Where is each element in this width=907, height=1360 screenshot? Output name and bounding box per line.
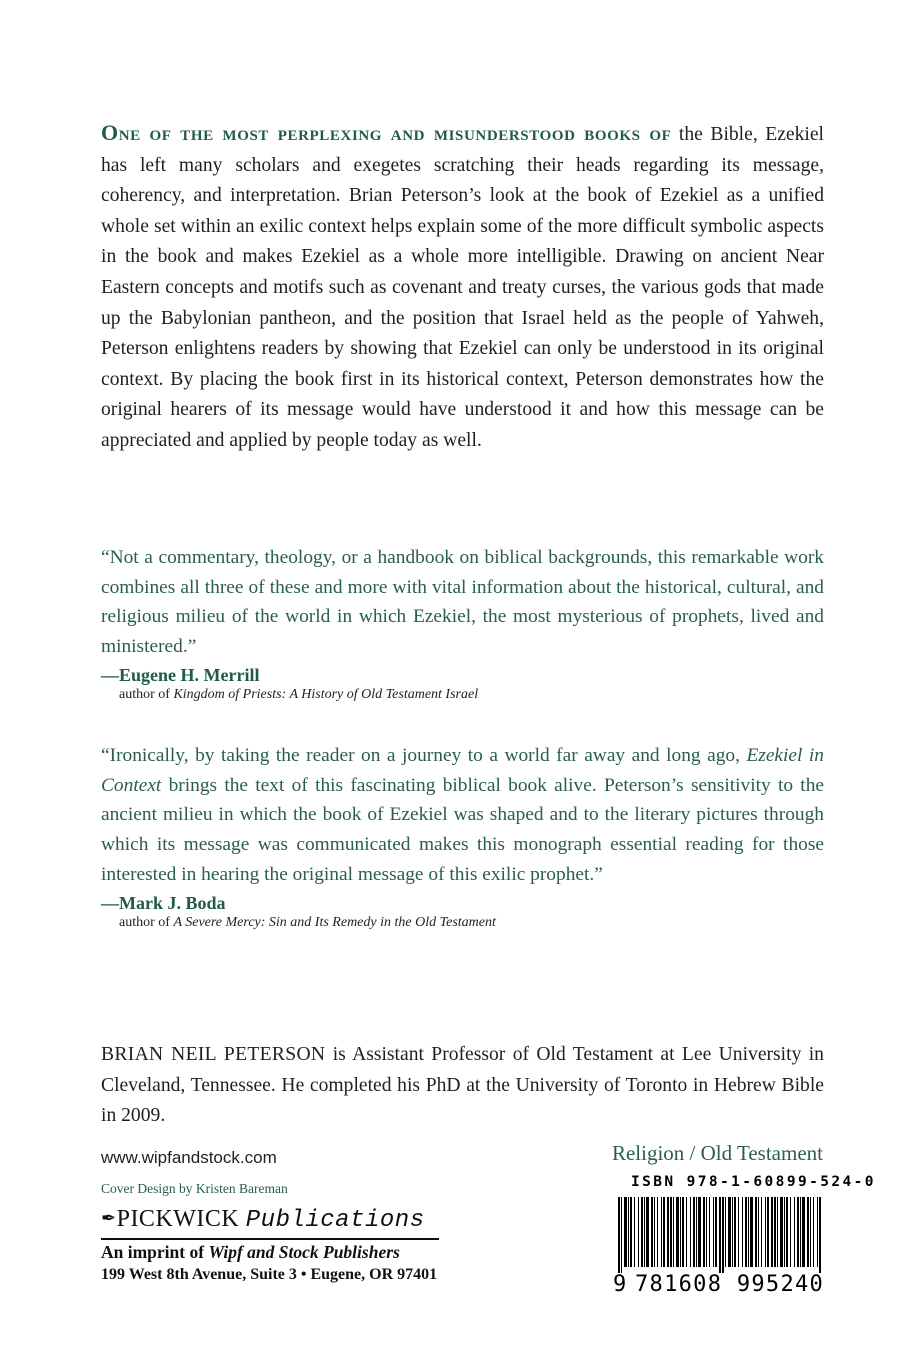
endorser-name: —Eugene H. Merrill (101, 664, 260, 685)
description-lead: One of the most perplexing and misunderstood books of (101, 120, 672, 145)
barcode-bar (819, 1197, 821, 1273)
imprint-line: An imprint of Wipf and Stock Publishers (101, 1242, 400, 1262)
barcode-bar (634, 1197, 635, 1267)
barcode-bar (641, 1197, 643, 1267)
barcode-bar (765, 1197, 766, 1267)
barcode-bar (800, 1197, 801, 1267)
barcode-bar (682, 1197, 684, 1267)
barcode-bar (670, 1197, 672, 1267)
barcode-bar (693, 1197, 695, 1267)
barcode-bar (673, 1197, 674, 1267)
barcode-bar (657, 1197, 658, 1267)
barcode-bar (709, 1197, 710, 1267)
barcode-bar (777, 1197, 778, 1267)
book-title: Ezekiel in Context (101, 745, 825, 796)
publisher-website[interactable]: www.wipfandstock.com (101, 1148, 277, 1167)
barcode-bar (738, 1197, 739, 1267)
barcode-bar (630, 1197, 632, 1267)
barcode-bar (667, 1197, 669, 1267)
quill-icon: ✒ (101, 1208, 117, 1228)
barcode-bar (784, 1197, 785, 1267)
isbn-barcode (618, 1197, 823, 1273)
barcode-bar (722, 1197, 724, 1273)
barcode-bar (646, 1197, 649, 1267)
book-description (101, 118, 824, 457)
barcode-bar (817, 1197, 818, 1267)
barcode-bar (644, 1197, 645, 1267)
barcode-bar (750, 1197, 753, 1267)
barcode-bar (732, 1197, 733, 1267)
barcode-bar (713, 1197, 714, 1267)
barcode-bar (719, 1197, 721, 1273)
barcode-bar (742, 1197, 743, 1267)
barcode-bar (680, 1197, 681, 1267)
barcode-bar (761, 1197, 762, 1267)
barcode-bar (748, 1197, 749, 1267)
endorser-credit: author of A Severe Mercy: Sin and Its Remedy in the Old Testament (119, 914, 496, 930)
barcode-bar (663, 1197, 665, 1267)
barcode-bar (654, 1197, 655, 1267)
barcode-bar (797, 1197, 799, 1267)
barcode-digits: 9 781608 995240 (613, 1272, 825, 1297)
endorsement-1 (101, 543, 824, 704)
barcode-bar (786, 1197, 788, 1267)
barcode-bar (618, 1197, 620, 1273)
description-body: the Bible, Ezekiel has left many scholars and exegetes scratching their heads regarding its message, coherency, and interpretation. Brian Peterson’s look at the book of Ezekiel as a unified whole set within an exilic context helps explain some of the more difficult symbolic aspects in the book and makes Ezekiel as a whole more intelligible. Drawing on ancient Near Eastern concepts and motifs such as covenant and treaty curses, the various gods that made up the Babylonian pantheon, and the position that Israel held as the people of Yahweh, Peterson enlightens readers by showing that Ezekiel can only be understood in its original context. By placing the book first in its historical context, Peterson demonstrates how the original hearers of its message would have understood it and how this message can be appreciated and applied by people today as well. (101, 124, 824, 451)
barcode-bar (758, 1197, 759, 1267)
publisher-divider (101, 1238, 439, 1240)
endorser-name: —Mark J. Boda (101, 892, 226, 913)
endorser-credit: author of Kingdom of Priests: A History of Old Testament Israel (119, 686, 479, 702)
barcode-bar (755, 1197, 757, 1267)
publisher-name: PICKWICK (116, 1206, 240, 1232)
barcode-bar (807, 1197, 809, 1267)
barcode-bar (661, 1197, 662, 1267)
imprint-name: Wipf and Stock Publishers (208, 1242, 400, 1262)
barcode-bar (624, 1197, 627, 1267)
endorsement-quote: “Not a commentary, theology, or a handbook on biblical backgrounds, this remarkable work combines all three of these and more with vital information about the historical, cultural, and religious milieu of the world in which Ezekiel, the most mysterious of prophets, lived and ministered.” (101, 547, 824, 658)
author-bio-text: is Assistant Professor of Old Testament at Lee University in Cleveland, Tennessee. He completed his PhD at the University of Toronto in Hebrew Bible in 2009. (101, 1044, 824, 1127)
endorsement-2 (101, 741, 824, 932)
barcode-bar (706, 1197, 707, 1267)
endorsement-quote: “Ironically, by taking the reader on a journey to a world far away and long ago, Ezekiel in Context brings the text of this fascinating biblical book alive. Peterson’s sensitivity to the ancient milieu in which the book of Ezekiel was shaped and to the literary pictures through which its message was communicated makes this monograph essential reading for those interested in hearing the original message of this exilic prophet.” (101, 745, 825, 885)
barcode-bar (698, 1197, 701, 1267)
barcode-bar (628, 1197, 629, 1267)
barcode-bar (780, 1197, 783, 1267)
barcode-bar (703, 1197, 705, 1267)
barcode-bar (771, 1197, 773, 1267)
isbn-label: ISBN 978-1-60899-524-0 (631, 1174, 876, 1190)
barcode-bar (734, 1197, 736, 1267)
barcode-bar (813, 1197, 814, 1267)
bisac-category: Religion / Old Testament (611, 1141, 823, 1165)
barcode-bar (767, 1197, 769, 1267)
publisher-logo (101, 1206, 425, 1234)
barcode-bar (774, 1197, 776, 1267)
publisher-name-italic: Publications (245, 1207, 425, 1234)
barcode-bar (715, 1197, 717, 1267)
barcode-bar (745, 1197, 747, 1267)
barcode-bar (728, 1197, 731, 1267)
barcode-bar (794, 1197, 795, 1267)
barcode-bar (810, 1197, 811, 1267)
barcode-bar (696, 1197, 697, 1267)
barcode-bar (790, 1197, 791, 1267)
publisher-address: 199 West 8th Avenue, Suite 3 • Eugene, OR 97401 (101, 1266, 438, 1283)
barcode-bar (686, 1197, 687, 1267)
cover-design-credit: Cover Design by Kristen Bareman (101, 1181, 288, 1196)
barcode-bar (638, 1197, 639, 1267)
barcode-bar (621, 1197, 622, 1273)
barcode-bar (802, 1197, 805, 1267)
barcode-bar (651, 1197, 653, 1267)
barcode-bar (676, 1197, 679, 1267)
author-name: BRIAN NEIL PETERSON (101, 1044, 326, 1065)
barcode-bar (690, 1197, 691, 1267)
author-bio (101, 1040, 824, 1132)
barcode-bar (725, 1197, 726, 1267)
endorser-book: A Severe Mercy: Sin and Its Remedy in the Old Testament (173, 914, 496, 930)
endorser-book: Kingdom of Priests: A History of Old Testament Israel (173, 686, 479, 702)
